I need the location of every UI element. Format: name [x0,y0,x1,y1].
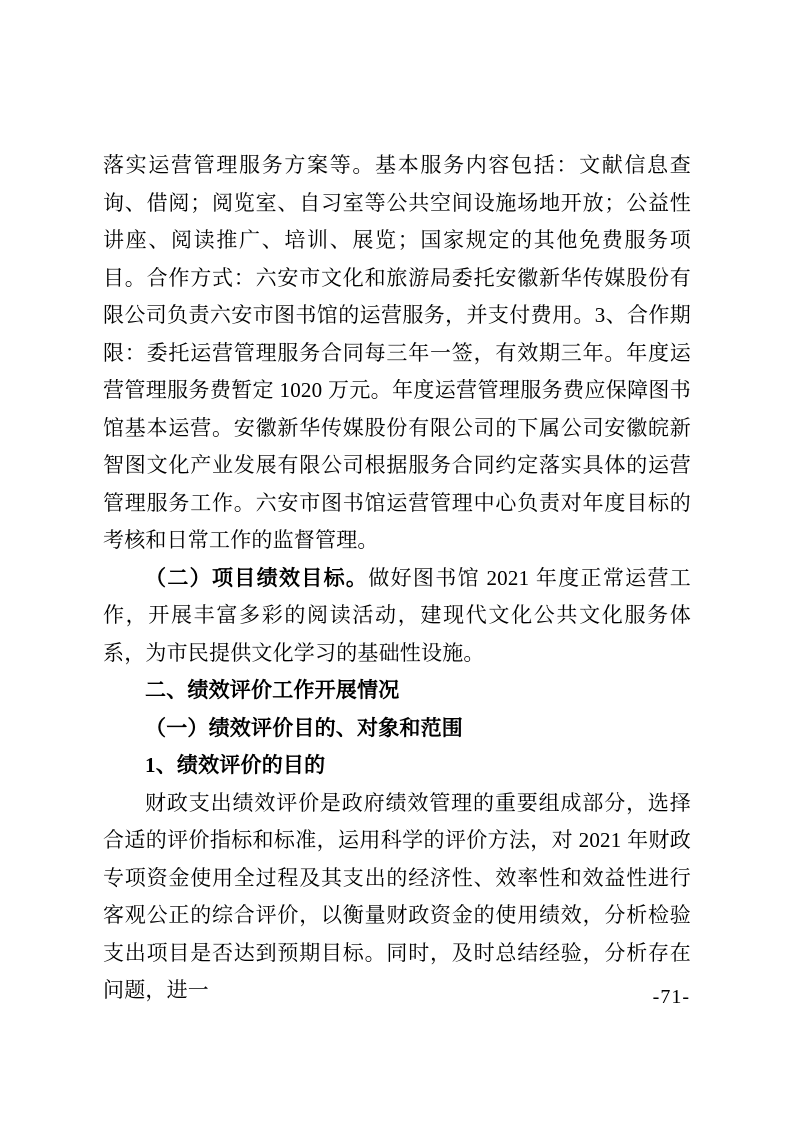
heading-section-2: 二、绩效评价工作开展情况 [145,679,400,702]
paragraph-performance-goal-lead: （二）项目绩效目标。 [145,565,369,590]
heading-subsection-1: （一）绩效评价目的、对象和范围 [145,715,463,740]
paragraph-evaluation-purpose: 财政支出绩效评价是政府绩效管理的重要组成部分，选择合适的评价指标和标准，运用科学的评价方法，对 2021 年财政专项资金使用全过程及其支出的经济性、效率性和效益性进行客观公正的综合评价，以衡量财政资金的使用绩效，分析检验支出项目是否达到预期目标。同时，及时总结经验，分析存在问题，进一 [103,790,691,1002]
paragraph-service-continuation: 落实运营管理服务方案等。基本服务内容包括：文献信息查询、借阅；阅览室、自习室等公共空间设施场地开放；公益性讲座、阅读推广、培训、展览；国家规定的其他免费服务项目。合作方式：六安市文化和旅游局委托安徽新华传媒股份有限公司负责六安市图书馆的运营服务，并支付费用。3、合作期限：委托运营管理服务合同每三年一签，有效期三年。年度运营管理服务费暂定 1020 万元。年度运营管理服务费应保障图书馆基本运营。安徽新华传媒股份有限公司的下属公司安徽皖新智图文化产业发展有限公司根据服务合同约定落实具体的运营管理服务工作。六安市图书馆运营管理中心负责对年度目标的考核和日常工作的监督管理。 [103,153,691,552]
paragraph-performance-goal-body: 做好图书馆 2021 年度正常运营工作，开展丰富多彩的阅读活动，建现代文化公共文化服务体系，为市民提供文化学习的基础性设施。 [103,565,691,665]
paragraph-performance-goal [103,560,691,673]
document-body [103,147,691,1010]
heading-point-1: 1、绩效评价的目的 [145,753,326,777]
page-number: -71- [652,986,690,1008]
